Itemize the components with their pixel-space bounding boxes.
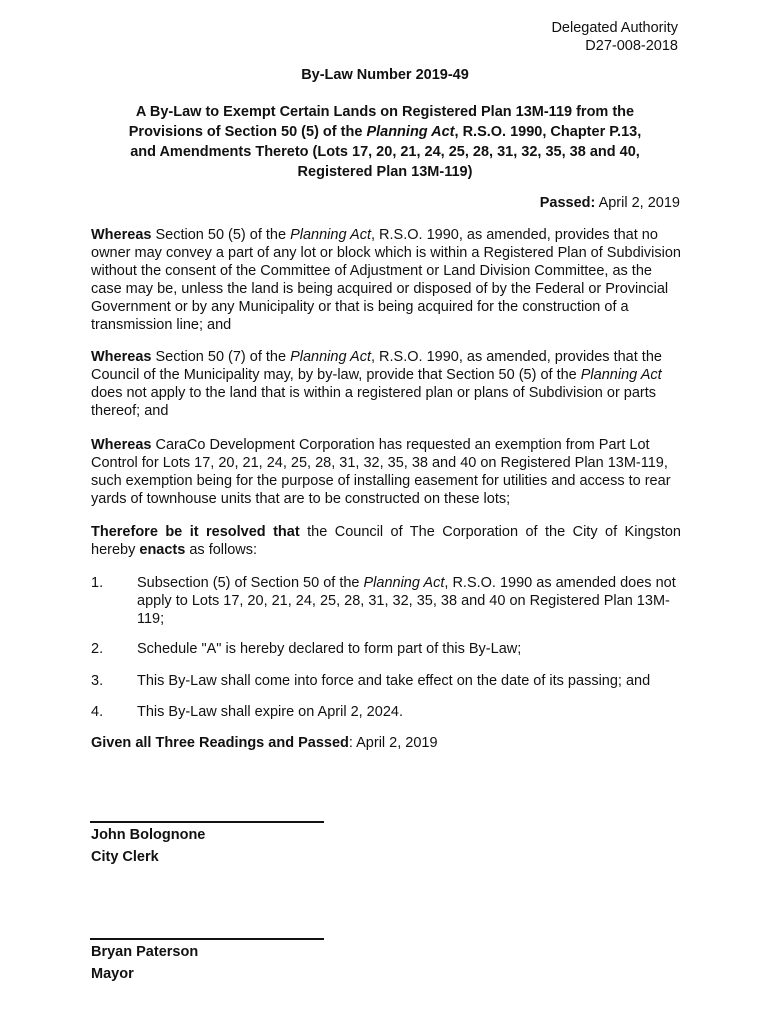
signature-line-clerk — [90, 821, 324, 823]
subtitle-line-1: A By-Law to Exempt Certain Lands on Registered Plan 13M-119 from the — [135, 104, 635, 120]
subtitle-line-2 — [90, 122, 680, 142]
subtitle-planning-act: Planning Act — [366, 124, 455, 140]
bylaw-number-title: By-Law Number 2019-49 — [301, 67, 469, 83]
whereas-paragraph-2 — [91, 348, 681, 420]
subtitle-line-4: Registered Plan 13M-119) — [297, 164, 473, 180]
whereas-3-text: CaraCo Development Corporation has requested an exemption from Part Lot Control for Lots 17, 20, 21, 24, 25, 28, 31, 32, 35, 38 and 40 on Registered Plan 13M-119, such exemption being for the purpose of installing easement for utilities and access to rear yards of townhouse units that are to be constructed on these lots; — [91, 437, 671, 507]
bylaw-subtitle — [90, 102, 680, 182]
item-3-text: This By-Law shall come into force and take effect on the date of its passing; and — [137, 673, 651, 689]
whereas-paragraph-3 — [91, 436, 681, 508]
header-line-2: D27-008-2018 — [585, 38, 678, 54]
header-line-1: Delegated Authority — [551, 20, 678, 36]
item-3-number: 3. — [91, 673, 104, 689]
item-2-number: 2. — [91, 641, 104, 657]
item-2-text: Schedule "A" is hereby declared to form part of this By-Law; — [137, 641, 522, 657]
whereas-1-post: , R.S.O. 1990, as amended, provides that no owner may convey a part of any lot or block which is within a Registered Plan of Subdivision without the consent of the Committee of Adjustment or Land Division Committee, as the case may be, unless the land is being acquired or disposed of by the Federal or Provincial Government or by any Municipality or that is being acquired for the construction of a transmission line; and — [91, 227, 681, 333]
signature-line-mayor — [90, 938, 324, 940]
item-4-text: This By-Law shall expire on April 2, 2024. — [137, 704, 403, 720]
subtitle-line-2-pre: Provisions of Section 50 (5) of the — [128, 124, 367, 140]
whereas-3-lead: Whereas — [91, 437, 152, 453]
item-1-number: 1. — [91, 575, 104, 591]
whereas-2-post: does not apply to the land that is within a registered plan or plans of Subdivision or parts thereof; and — [91, 385, 657, 419]
whereas-2-lead: Whereas — [91, 349, 152, 365]
delegated-authority-reference — [551, 19, 678, 55]
given-date: : April 2, 2019 — [348, 735, 438, 751]
subtitle-line-2-post: , R.S.O. 1990, Chapter P.13, — [454, 124, 642, 140]
therefore-lead: Therefore be it resolved that — [91, 524, 300, 540]
item-1-text — [137, 574, 681, 628]
therefore-enacts: enacts — [139, 542, 186, 558]
item-1-post: , R.S.O. 1990 as amended does not apply to Lots 17, 20, 21, 24, 25, 28, 31, 32, 35, 38 and 40 on Registered Plan 13M-119; — [137, 575, 676, 627]
whereas-paragraph-1 — [91, 226, 681, 334]
given-readings-statement — [91, 734, 681, 752]
clerk-title: City Clerk — [91, 849, 159, 865]
passed-date — [540, 194, 680, 212]
whereas-2-pre: Section 50 (7) of the — [151, 349, 291, 365]
whereas-2-planning-act-2: Planning Act — [580, 367, 662, 383]
therefore-resolution — [91, 523, 681, 559]
passed-label: Passed: — [539, 195, 596, 211]
whereas-1-lead: Whereas — [91, 227, 152, 243]
clerk-name: John Bolognone — [91, 827, 206, 843]
mayor-title: Mayor — [91, 966, 134, 982]
whereas-2-planning-act: Planning Act — [290, 349, 371, 365]
whereas-1-planning-act: Planning Act — [290, 227, 371, 243]
therefore-post: as follows: — [185, 542, 258, 558]
item-4-number: 4. — [91, 704, 104, 720]
given-label: Given all Three Readings and Passed — [91, 735, 349, 751]
mayor-name: Bryan Paterson — [91, 944, 199, 960]
passed-date-value: April 2, 2019 — [595, 195, 680, 211]
subtitle-line-3: and Amendments Thereto (Lots 17, 20, 21, 24, 25, 28, 31, 32, 35, 38 and 40, — [130, 144, 640, 160]
whereas-2-mid: , R.S.O. 1990, as amended, provides that the Council of the Municipality may, by by-law, provide that Section 50 (5) of the — [91, 349, 662, 383]
item-1-planning-act: Planning Act — [363, 575, 445, 591]
therefore-mid: the Council of The Corporation of the City of Kingston hereby — [91, 524, 681, 558]
item-1-pre: Subsection (5) of Section 50 of the — [137, 575, 364, 591]
whereas-1-pre: Section 50 (5) of the — [151, 227, 291, 243]
